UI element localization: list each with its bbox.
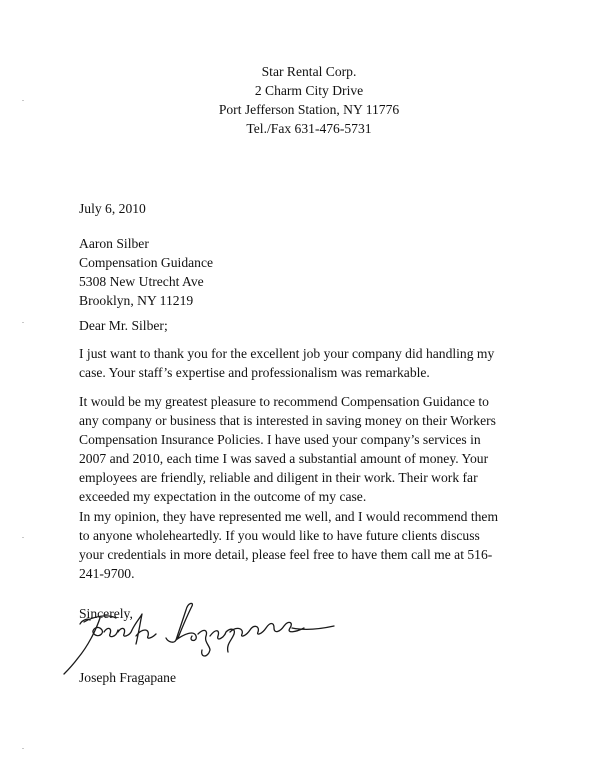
paragraph-line: I just want to thank you for the excellent job your company did handling my bbox=[79, 346, 495, 361]
body-paragraph-3 bbox=[79, 507, 579, 583]
recipient-address bbox=[79, 234, 579, 310]
paragraph-line: your credentials in more detail, please feel free to have them call me at 516- bbox=[79, 547, 493, 562]
letterhead-street: 2 Charm City Drive bbox=[254, 83, 364, 98]
paragraph-line: case. Your staff’s expertise and professionalism was remarkable. bbox=[79, 365, 430, 380]
paragraph-line: exceeded my expectation in the outcome of my case. bbox=[79, 489, 367, 504]
signer-name: Joseph Fragapane bbox=[79, 670, 177, 685]
body-paragraph-1 bbox=[79, 344, 579, 382]
paragraph-line: employees are friendly, reliable and diligent in their work. Their work far bbox=[79, 470, 478, 485]
letterhead-phone: Tel./Fax 631-476-5731 bbox=[246, 121, 372, 136]
scan-speck bbox=[22, 748, 24, 749]
recipient-name: Aaron Silber bbox=[79, 236, 149, 251]
handwritten-signature bbox=[60, 600, 340, 678]
letterhead-city: Port Jefferson Station, NY 11776 bbox=[218, 102, 400, 117]
letterhead-company: Star Rental Corp. bbox=[261, 64, 357, 79]
recipient-company: Compensation Guidance bbox=[79, 255, 214, 270]
letter-date: July 6, 2010 bbox=[79, 201, 146, 216]
paragraph-line: It would be my greatest pleasure to recommend Compensation Guidance to bbox=[79, 394, 489, 409]
paragraph-line: In my opinion, they have represented me well, and I would recommend them bbox=[79, 509, 499, 524]
paragraph-line: to anyone wholeheartedly. If you would like to have future clients discuss bbox=[79, 528, 480, 543]
paragraph-line: 241-9700. bbox=[79, 566, 135, 581]
scan-speck bbox=[22, 537, 24, 538]
letterhead bbox=[0, 62, 580, 138]
recipient-street: 5308 New Utrecht Ave bbox=[79, 274, 204, 289]
paragraph-line: 2007 and 2010, each time I was saved a substantial amount of money. Your bbox=[79, 451, 489, 466]
scan-speck bbox=[22, 322, 24, 323]
scan-speck bbox=[22, 100, 24, 101]
salutation: Dear Mr. Silber; bbox=[79, 318, 168, 333]
body-paragraph-2 bbox=[79, 392, 579, 506]
recipient-city: Brooklyn, NY 11219 bbox=[79, 293, 194, 308]
paragraph-line: Compensation Insurance Policies. I have used your company’s services in bbox=[79, 432, 481, 447]
paragraph-line: any company or business that is interested in saving money on their Workers bbox=[79, 413, 496, 428]
closing: Sincerely, bbox=[79, 606, 133, 621]
